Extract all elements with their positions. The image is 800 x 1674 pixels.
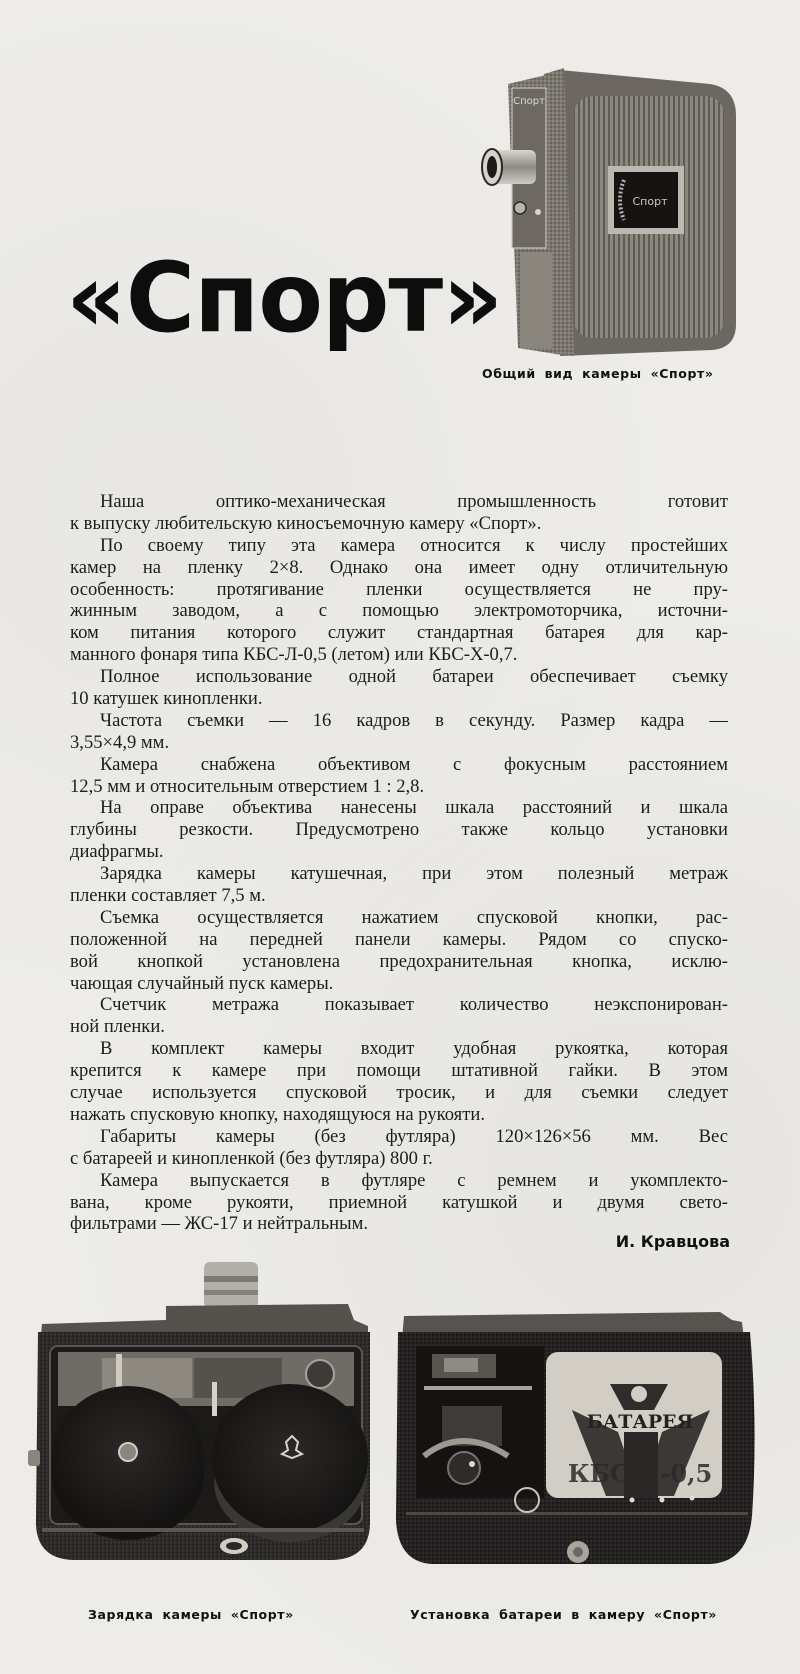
body-line: Частота съемки — 16 кадров в секунду. Размер кадра — — [100, 709, 728, 731]
body-line: Габариты камеры (без футляра) 120×126×56 мм. Вес — [100, 1125, 728, 1147]
body-line: По своему типу эта камера относится к числу простейших — [100, 534, 728, 556]
body-line: вана, кроме рукояти, приемной катушкой и двумя свето- — [70, 1191, 728, 1213]
article-title: «Спорт» — [66, 242, 503, 354]
body-line: манного фонаря типа КБС-Л-0,5 (летом) или КБС-Х-0,7. — [70, 644, 518, 666]
body-line: 3,55×4,9 мм. — [70, 731, 170, 753]
body-line: ком питания которого служит стандартная батарея для кар- — [70, 622, 728, 644]
body-line: 10 катушек кинопленки. — [70, 688, 263, 710]
body-line: глубины резкости. Предусмотрено также кольцо установки — [70, 819, 728, 841]
body-line: Съемка осуществляется нажатием спусковой кнопки, рас- — [100, 906, 728, 928]
movie-camera-illustration — [478, 62, 740, 358]
camera-nameplate-text: Спорт — [632, 195, 668, 208]
article-author: И. Кравцова — [615, 1232, 730, 1251]
body-line: чающая случайный пуск камеры. — [70, 972, 334, 994]
camera-front-brand-text: Спорт — [513, 96, 545, 107]
loading-photo-caption: Зарядка камеры «Спорт» — [88, 1607, 294, 1622]
body-line: Наша оптико-механическая промышленность готовит — [100, 491, 728, 512]
body-line: В комплект камеры входит удобная рукоятка, которая — [100, 1038, 728, 1060]
body-line: камер на пленку 2×8. Однако она имеет одну отличительную — [70, 556, 728, 578]
open-camera-reels-illustration — [28, 1262, 376, 1564]
body-line: крепится к камере при помощи штативной гайки. В этом — [70, 1060, 728, 1082]
body-line: ной пленки. — [70, 1016, 165, 1038]
battery-installation-photo — [392, 1306, 762, 1568]
battery-photo-caption: Установка батареи в камеру «Спорт» — [410, 1607, 717, 1622]
body-line: Счетчик метража показывает количество неэкспонирован- — [100, 994, 728, 1016]
body-line: особенность: протягивание пленки осуществляется не пру- — [70, 578, 728, 600]
body-line: На оправе объектива нанесены шкала расстояний и шкала — [100, 797, 728, 819]
battery-label-type: КБС-Л-0,5 — [567, 1459, 713, 1488]
body-line: случае используется спусковой тросик, и для съемки следует — [70, 1082, 728, 1104]
body-line: пленки составляет 7,5 м. — [70, 885, 266, 907]
camera-loading-photo — [28, 1262, 376, 1564]
body-line: к выпуску любительскую киносъемочную камеру «Спорт». — [70, 512, 542, 534]
body-line: вой кнопкой установлена предохранительная кнопка, исклю- — [70, 950, 728, 972]
body-line: положенной на передней панели камеры. Рядом со спуско- — [70, 928, 728, 950]
body-line: нажать спусковую кнопку, находящуюся на рукояти. — [70, 1103, 485, 1125]
body-line: Полное использование одной батареи обеспечивает съемку — [100, 666, 728, 688]
open-camera-battery-illustration — [392, 1306, 762, 1568]
body-line: 12,5 мм и относительным отверстием 1 : 2,8. — [70, 775, 425, 797]
body-line: фильтрами — ЖС-17 и нейтральным. — [70, 1213, 369, 1235]
body-line: Камера снабжена объективом с фокусным расстоянием — [100, 753, 728, 775]
main-photo-caption: Общий вид камеры «Спорт» — [482, 366, 714, 381]
body-line: Зарядка камеры катушечная, при этом полезный метраж — [100, 863, 728, 885]
body-line: жинным заводом, а с помощью электромоторчика, источни- — [70, 600, 728, 622]
body-line: диафрагмы. — [70, 841, 164, 863]
article-body — [70, 491, 728, 1235]
camera-photo-general-view — [478, 62, 740, 358]
body-line: Камера выпускается в футляре с ремнем и укомплекто- — [100, 1169, 728, 1191]
battery-label-title: БАТАРЕЯ — [586, 1411, 694, 1433]
body-line: с батареей и кинопленкой (без футляра) 800 г. — [70, 1147, 433, 1169]
